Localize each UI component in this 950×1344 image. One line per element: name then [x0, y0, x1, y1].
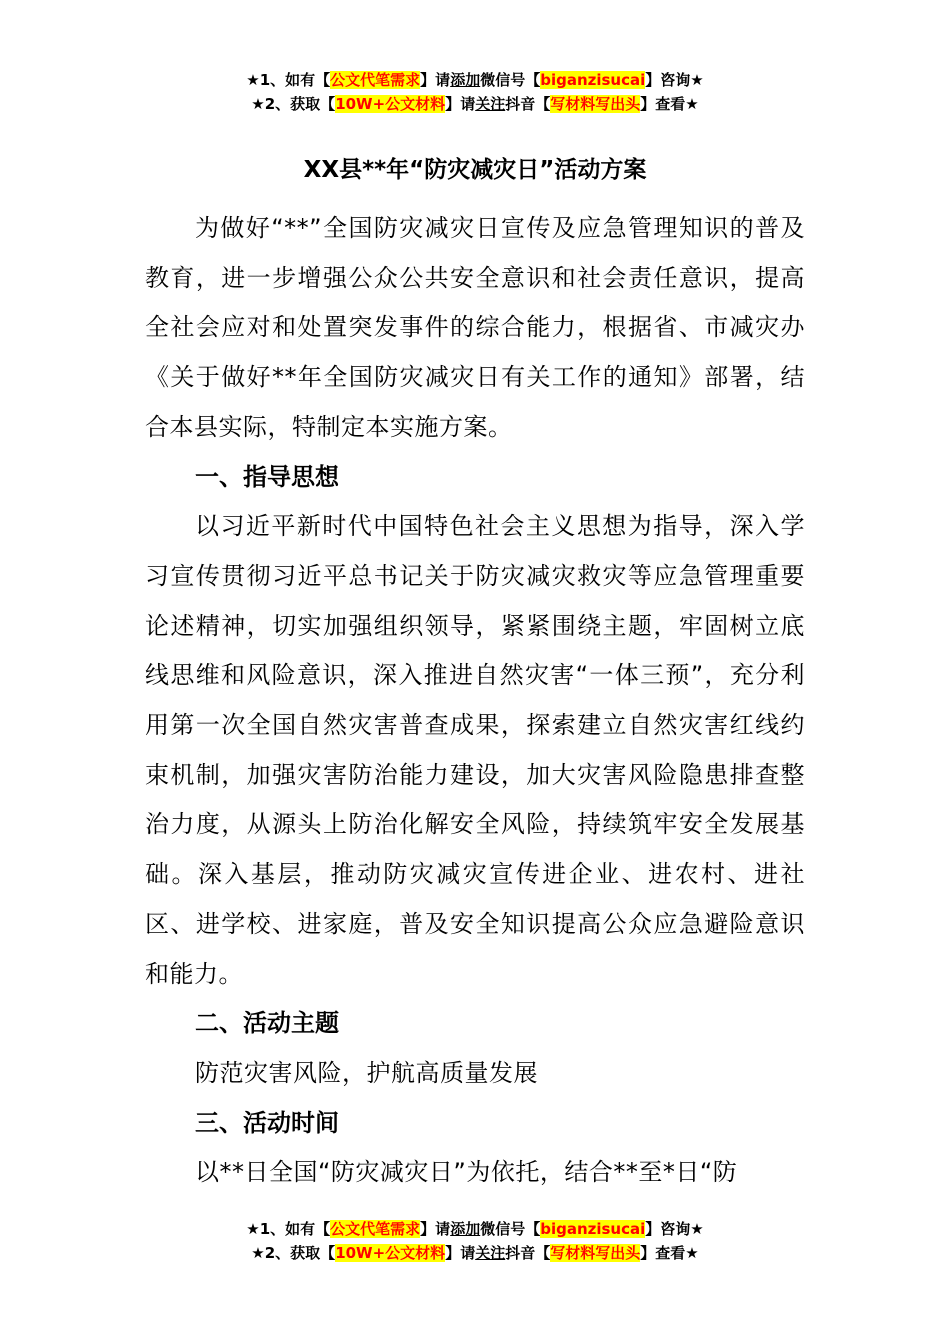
footer-promo-banner	[0, 1217, 950, 1265]
document-title: XX县**年“防灾减灾日”活动方案	[303, 157, 647, 183]
promo-line-1: ★1、如有【公文代笔需求】请添加微信号【biganzisucai】咨询★	[246, 1220, 704, 1238]
section-body-theme: 防范灾害风险，护航高质量发展	[195, 1058, 538, 1087]
section-heading-time: 三、活动时间	[195, 1108, 339, 1137]
promo-highlight: 10W+公文材料	[335, 1244, 446, 1262]
promo-line-1: ★1、如有【公文代笔需求】请添加微信号【biganzisucai】咨询★	[246, 71, 704, 89]
section-body-guiding-ideology: 以习近平新时代中国特色社会主义思想为指导，深入学习宣传贯彻习近平总书记关于防灾减灾救灾等应急管理重要论述精神，切实加强组织领导，紧紧围绕主题，牢固树立底线思维和风险意识，深入推进自然灾害“一体三预”，充分利用第一次全国自然灾害普查成果，探索建立自然灾害红线约束机制，加强灾害防治能力建设，加大灾害风险隐患排查整治力度，从源头上防治化解安全风险，持续筑牢安全发展基础。深入基层，推动防灾减灾宣传进企业、进农村、进社区、进学校、进家庭，普及安全知识提高公众应急避险意识和能力。	[145, 512, 805, 988]
section-heading-theme: 二、活动主题	[195, 1009, 339, 1038]
promo-highlight: 公文代笔需求	[330, 71, 421, 89]
section-heading-guiding-ideology: 一、指导思想	[195, 462, 339, 491]
promo-line-2: ★2、获取【10W+公文材料】请关注抖音【写材料写出头】查看★	[251, 95, 699, 113]
header-promo-banner	[0, 68, 950, 116]
section-body-time: 以**日全国“防灾减灾日”为依托，结合**至*日“防	[195, 1158, 738, 1187]
promo-highlight: 10W+公文材料	[335, 95, 446, 113]
promo-highlight: biganzisucai	[540, 71, 646, 89]
document-page	[145, 150, 805, 1198]
promo-highlight: 写材料写出头	[550, 95, 641, 113]
promo-highlight: 公文代笔需求	[330, 1220, 421, 1238]
promo-highlight: biganzisucai	[540, 1220, 646, 1238]
promo-line-2: ★2、获取【10W+公文材料】请关注抖音【写材料写出头】查看★	[251, 1244, 699, 1262]
promo-highlight: 写材料写出头	[550, 1244, 641, 1262]
intro-paragraph: 为做好“**”全国防灾减灾日宣传及应急管理知识的普及教育，进一步增强公众公共安全意识和社会责任意识，提高全社会应对和处置突发事件的综合能力，根据省、市减灾办《关于做好**年全国防灾减灾日有关工作的通知》部署，结合本县实际，特制定本实施方案。	[145, 214, 805, 441]
